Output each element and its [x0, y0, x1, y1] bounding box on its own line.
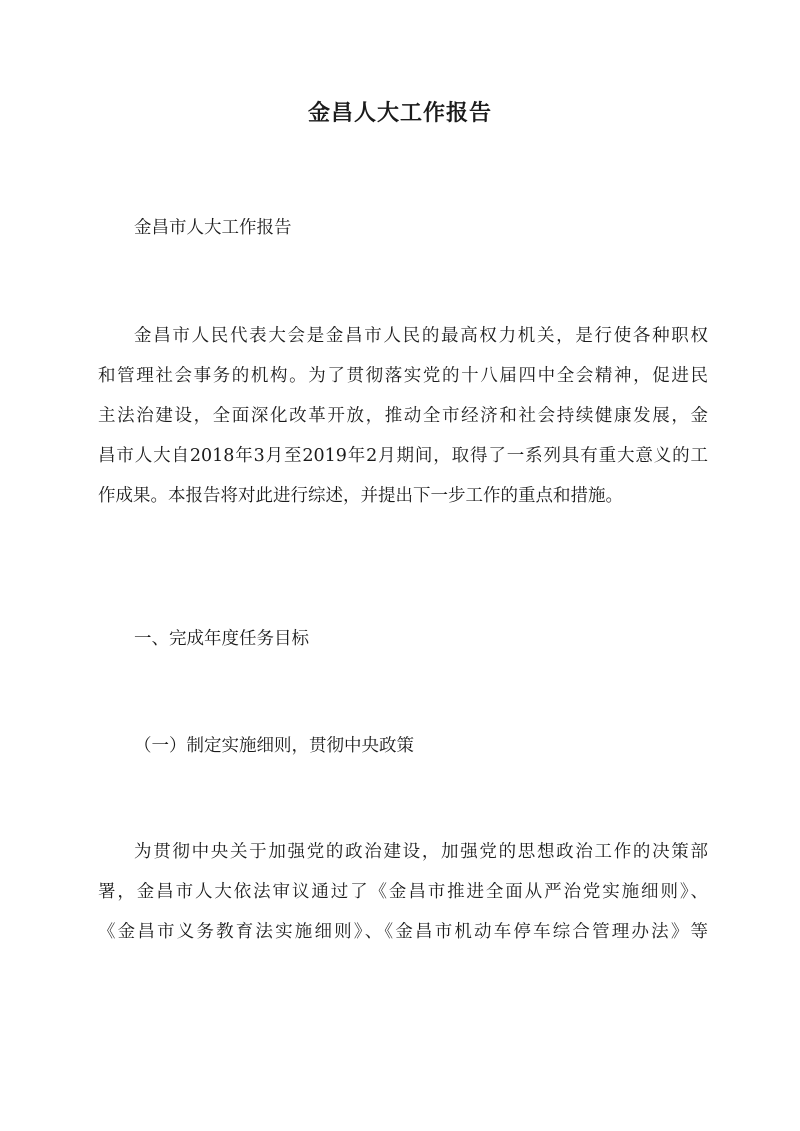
document-subtitle: 金昌市人大工作报告 [134, 218, 292, 238]
intro-paragraph [98, 324, 708, 524]
section-heading: 一、完成年度任务目标 [134, 629, 309, 649]
paragraph-line: 署，金昌市人大依法审议通过了《金昌市推进全面从严治党实施细则》、 [98, 882, 708, 902]
paragraph-line: 为贯彻中央关于加强党的政治建设，加强党的思想政治工作的决策部 [134, 842, 708, 862]
body-paragraph [98, 840, 708, 960]
paragraph-line: 作成果。本报告将对此进行综述，并提出下一步工作的重点和措施。 [98, 486, 623, 506]
paragraph-line: 主法治建设，全面深化改革开放，推动全市经济和社会持续健康发展，金 [98, 406, 708, 426]
paragraph-line: 《金昌市义务教育法实施细则》、《金昌市机动车停车综合管理办法》等 [98, 922, 708, 942]
document-title: 金昌人大工作报告 [307, 100, 492, 126]
paragraph-line: 金昌市人民代表大会是金昌市人民的最高权力机关，是行使各种职权 [134, 326, 708, 346]
subsection-heading: （一）制定实施细则，贯彻中央政策 [134, 736, 414, 756]
paragraph-line: 和管理社会事务的机构。为了贯彻落实党的十八届四中全会精神，促进民 [98, 366, 708, 386]
paragraph-line: 昌市人大自2018年3月至2019年2月期间，取得了一系列具有重大意义的工 [98, 446, 708, 466]
